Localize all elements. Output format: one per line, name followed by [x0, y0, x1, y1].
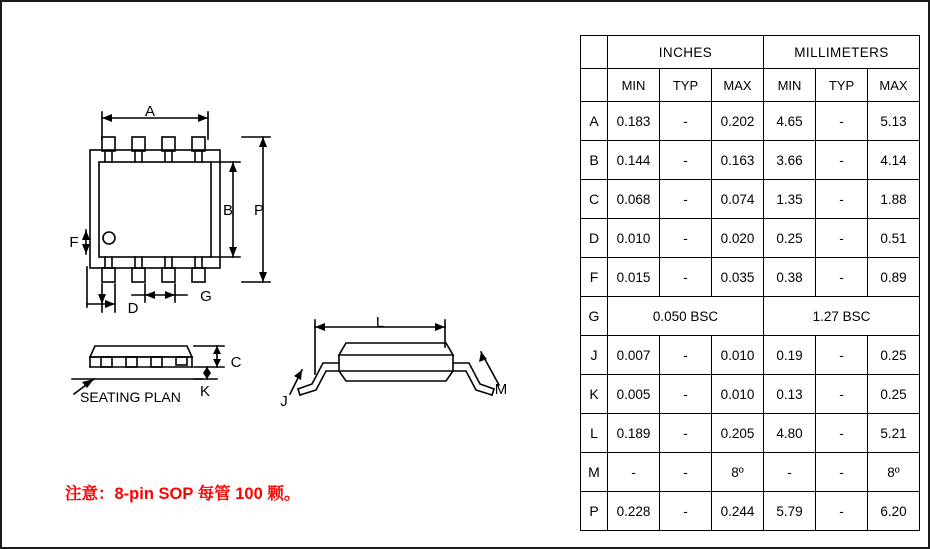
header-millimeters: MILLIMETERS [764, 36, 920, 69]
cell-inches-max: 0.010 [712, 336, 764, 375]
dimension-table-body [581, 102, 920, 531]
table-row [581, 336, 920, 375]
table-row [581, 102, 920, 141]
row-symbol: G [581, 297, 608, 336]
cell-inches-max: 0.074 [712, 180, 764, 219]
dim-label-j: J [280, 393, 288, 410]
seating-plane-label: SEATING PLAN [80, 389, 181, 405]
row-symbol: B [581, 141, 608, 180]
cell-mm-typ: - [816, 258, 868, 297]
row-symbol: A [581, 102, 608, 141]
dim-label-g: G [200, 288, 212, 305]
table-corner-cell-2 [581, 69, 608, 102]
table-row [581, 258, 920, 297]
table-corner-cell [581, 36, 608, 69]
header-inches-typ: TYP [660, 69, 712, 102]
row-symbol: D [581, 219, 608, 258]
row-symbol: F [581, 258, 608, 297]
cell-mm-min: 0.25 [764, 219, 816, 258]
cell-inches-min: - [608, 453, 660, 492]
dim-label-c: C [230, 354, 242, 371]
cell-mm-min: 0.19 [764, 336, 816, 375]
table-row [581, 219, 920, 258]
cell-inches-typ: - [660, 336, 712, 375]
header-inches-min: MIN [608, 69, 660, 102]
cell-inches-min: 0.010 [608, 219, 660, 258]
cell-inches-typ: - [660, 492, 712, 531]
cell-mm-typ: - [816, 102, 868, 141]
cell-mm-typ: - [816, 219, 868, 258]
header-mm-typ: TYP [816, 69, 868, 102]
cell-inches-max: 0.244 [712, 492, 764, 531]
cell-inches-max: 0.020 [712, 219, 764, 258]
row-symbol: K [581, 375, 608, 414]
cell-inches-typ: - [660, 219, 712, 258]
cell-mm-max: 6.20 [868, 492, 920, 531]
cell-mm-max: 5.13 [868, 102, 920, 141]
cell-mm-min: 5.79 [764, 492, 816, 531]
cell-inches-min: 0.183 [608, 102, 660, 141]
cell-mm-max: 8º [868, 453, 920, 492]
table-row [581, 492, 920, 531]
cell-mm-typ: - [816, 375, 868, 414]
cell-mm-min: 0.38 [764, 258, 816, 297]
cell-mm-max: 0.25 [868, 375, 920, 414]
cell-mm-typ: - [816, 336, 868, 375]
cell-mm-min: 0.13 [764, 375, 816, 414]
cell-inches-min: 0.144 [608, 141, 660, 180]
package-note: 注意：8-pin SOP 每管 100 颗。 [65, 485, 301, 503]
cell-mm-min: - [764, 453, 816, 492]
cell-inches-span: 0.050 BSC [608, 297, 764, 336]
dim-label-m: M [494, 381, 508, 398]
cell-inches-max: 0.035 [712, 258, 764, 297]
dim-label-a: A [144, 103, 156, 120]
cell-inches-typ: - [660, 141, 712, 180]
dimension-table [580, 35, 920, 531]
cell-inches-min: 0.005 [608, 375, 660, 414]
row-symbol: L [581, 414, 608, 453]
cell-inches-typ: - [660, 453, 712, 492]
cell-mm-min: 1.35 [764, 180, 816, 219]
cell-inches-max: 0.205 [712, 414, 764, 453]
cell-mm-max: 0.25 [868, 336, 920, 375]
cell-mm-max: 5.21 [868, 414, 920, 453]
package-outline-drawing [2, 2, 577, 547]
cell-mm-min: 4.80 [764, 414, 816, 453]
cell-mm-typ: - [816, 414, 868, 453]
table-row [581, 414, 920, 453]
table-row [581, 141, 920, 180]
row-symbol: P [581, 492, 608, 531]
cell-inches-max: 0.202 [712, 102, 764, 141]
header-inches: INCHES [608, 36, 764, 69]
row-symbol: M [581, 453, 608, 492]
cell-mm-min: 4.65 [764, 102, 816, 141]
cell-mm-typ: - [816, 453, 868, 492]
row-symbol: J [581, 336, 608, 375]
cell-mm-max: 4.14 [868, 141, 920, 180]
cell-mm-min: 3.66 [764, 141, 816, 180]
cell-mm-typ: - [816, 180, 868, 219]
table-row [581, 297, 920, 336]
table-row [581, 180, 920, 219]
cell-inches-min: 0.015 [608, 258, 660, 297]
cell-inches-typ: - [660, 102, 712, 141]
cell-inches-max: 0.163 [712, 141, 764, 180]
cell-mm-max: 1.88 [868, 180, 920, 219]
dim-label-k: K [199, 383, 211, 400]
cell-inches-typ: - [660, 180, 712, 219]
dim-label-d: D [127, 300, 139, 317]
cell-mm-max: 0.89 [868, 258, 920, 297]
cell-inches-min: 0.228 [608, 492, 660, 531]
header-mm-max: MAX [868, 69, 920, 102]
cell-mm-max: 0.51 [868, 219, 920, 258]
dim-label-p: P [253, 202, 265, 219]
cell-inches-typ: - [660, 375, 712, 414]
cell-inches-typ: - [660, 414, 712, 453]
dim-label-b: B [222, 202, 234, 219]
header-inches-max: MAX [712, 69, 764, 102]
table-row [581, 375, 920, 414]
table-row [581, 453, 920, 492]
cell-inches-min: 0.189 [608, 414, 660, 453]
cell-inches-max: 8º [712, 453, 764, 492]
dim-label-l: L [375, 314, 385, 331]
cell-inches-min: 0.068 [608, 180, 660, 219]
cell-mm-typ: - [816, 141, 868, 180]
dimension-table-header [581, 36, 920, 102]
cell-inches-typ: - [660, 258, 712, 297]
cell-inches-max: 0.010 [712, 375, 764, 414]
header-mm-min: MIN [764, 69, 816, 102]
dim-label-f: F [69, 234, 79, 251]
cell-inches-min: 0.007 [608, 336, 660, 375]
cell-mm-typ: - [816, 492, 868, 531]
row-symbol: C [581, 180, 608, 219]
cell-mm-span: 1.27 BSC [764, 297, 920, 336]
